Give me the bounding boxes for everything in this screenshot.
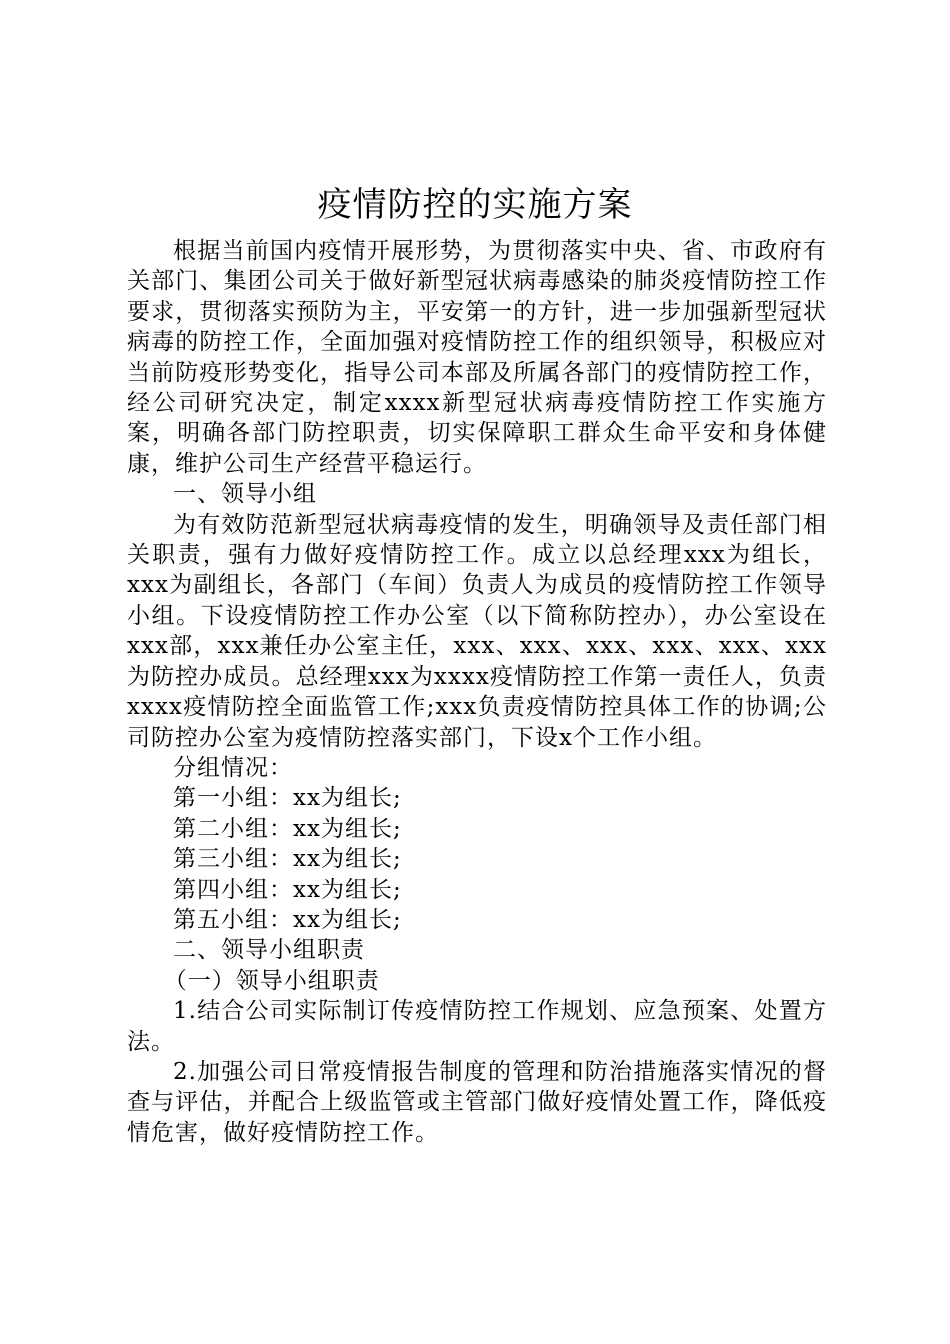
responsibility-item-1: 1.结合公司实际制订传疫情防控工作规划、应急预案、处置方法。 (127, 998, 827, 1055)
document-body (127, 236, 827, 1148)
intro-paragraph: 根据当前国内疫情开展形势，为贯彻落实中央、省、市政府有关部门、集团公司关于做好新型冠状病毒感染的肺炎疫情防控工作要求，贯彻落实预防为主，平安第一的方针，进一步加强新型冠状病毒的防控工作，全面加强对疫情防控工作的组织领导，积极应对当前防疫形势变化，指导公司本部及所属各部门的疫情防控工作，经公司研究决定，制定xxxx新型冠状病毒疫情防控工作实施方案，明确各部门防控职责，切实保障职工群众生命平安和身体健康，维护公司生产经营平稳运行。 (127, 238, 827, 477)
group-item-1: 第一小组：xx为组长; (173, 785, 402, 812)
group-item-4: 第四小组：xx为组长; (173, 876, 402, 903)
section-heading-leadership-group: 一、领导小组 (173, 481, 317, 508)
responsibility-item-2: 2.加强公司日常疫情报告制度的管理和防治措施落实情况的督查与评估，并配合上级监管或主管部门做好疫情处置工作，降低疫情危害，做好疫情防控工作。 (127, 1058, 827, 1146)
group-item-3: 第三小组：xx为组长; (173, 846, 402, 873)
section-heading-responsibilities: 二、领导小组职责 (173, 937, 365, 964)
subsection-heading-responsibilities: （一）领导小组职责 (163, 967, 380, 994)
group-item-5: 第五小组：xx为组长; (173, 906, 402, 933)
groups-heading: 分组情况： (173, 754, 293, 781)
group-item-2: 第二小组：xx为组长; (173, 815, 402, 842)
leadership-group-paragraph: 为有效防范新型冠状病毒疫情的发生，明确领导及责任部门相关职责，强有力做好疫情防控工作。成立以总经理xxx为组长，xxx为副组长，各部门（车间）负责人为成员的疫情防控工作领导小组。下设疫情防控工作办公室（以下简称防控办），办公室设在xxx部，xxx兼任办公室主任，xxx、xxx、xxx、xxx、xxx、xxx为防控办成员。总经理xxx为xxxx疫情防控工作第一责任人，负责xxxx疫情防控全面监管工作;xxx负责疫情防控具体工作的协调;公司防控办公室为疫情防控落实部门，下设x个工作小组。 (127, 511, 827, 751)
document-title: 疫情防控的实施方案 (317, 185, 633, 225)
